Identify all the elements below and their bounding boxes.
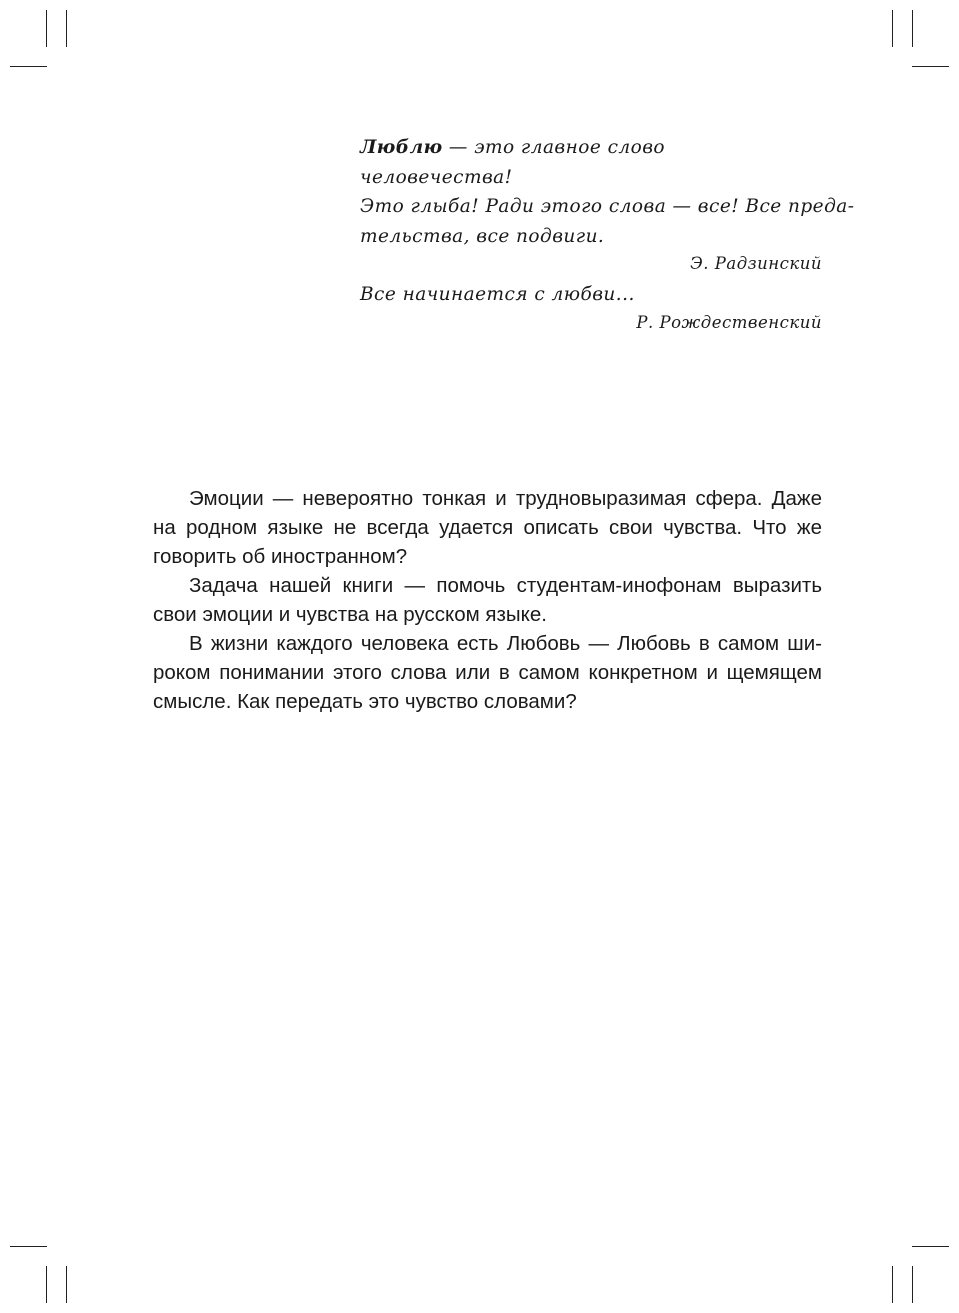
crop-mark-bottom-right-inner — [892, 1266, 893, 1303]
paragraph — [153, 571, 822, 629]
crop-mark-bottom-right-outer — [912, 1266, 913, 1303]
text-line: Эмоции — невероятно тонкая и трудновыразимая сфера. Даже — [189, 487, 822, 510]
epigraph-author: Р. Рождественский — [636, 312, 822, 332]
crop-mark-bottom-left-inner — [66, 1266, 67, 1303]
paragraph — [153, 629, 822, 716]
crop-mark-bottom-right-horizontal — [912, 1246, 949, 1247]
text-line: роком понимании этого слова или в самом конкретном и щемящем — [153, 661, 822, 684]
epigraph-quote — [360, 133, 855, 251]
body-text — [153, 484, 822, 716]
text-line: смысле. Как передать это чувство словами? — [153, 690, 577, 713]
epigraph-line — [360, 133, 822, 192]
epigraph-rozhdestvensky — [360, 280, 822, 336]
text-line: В жизни каждого человека есть Любовь — Любовь в самом ши- — [189, 632, 822, 655]
crop-mark-top-right-horizontal — [912, 66, 949, 67]
text-line: говорить об иностранном? — [153, 545, 408, 568]
crop-mark-top-left-horizontal — [10, 66, 47, 67]
paragraph — [153, 484, 822, 571]
crop-mark-bottom-left-horizontal — [10, 1246, 47, 1247]
crop-mark-top-right-outer — [912, 10, 913, 47]
crop-mark-top-left-inner — [66, 10, 67, 47]
epigraph-line: Это глыба! Ради этого слова — все! Все преда- — [360, 196, 855, 217]
crop-mark-bottom-left-outer — [46, 1266, 47, 1303]
epigraph-author: Э. Радзинский — [690, 254, 822, 273]
crop-mark-top-left-outer — [46, 10, 47, 47]
text-line: свои эмоции и чувства на русском языке. — [153, 603, 547, 626]
epigraph-radzinsky — [360, 133, 855, 277]
crop-mark-top-right-inner — [892, 10, 893, 47]
text-line: Задача нашей книги — помочь студентам-инофонам выразить — [189, 574, 822, 597]
epigraph-line: тельства, все подвиги. — [360, 225, 605, 247]
text-line: на родном языке не всегда удается описать свои чувства. Что же — [153, 516, 822, 539]
epigraph-line-rest: — это главное слово человечества! — [360, 137, 666, 188]
epigraph-lead-word: Люблю — [360, 137, 443, 158]
epigraph-quote: Все начинается с любви... — [360, 284, 635, 305]
